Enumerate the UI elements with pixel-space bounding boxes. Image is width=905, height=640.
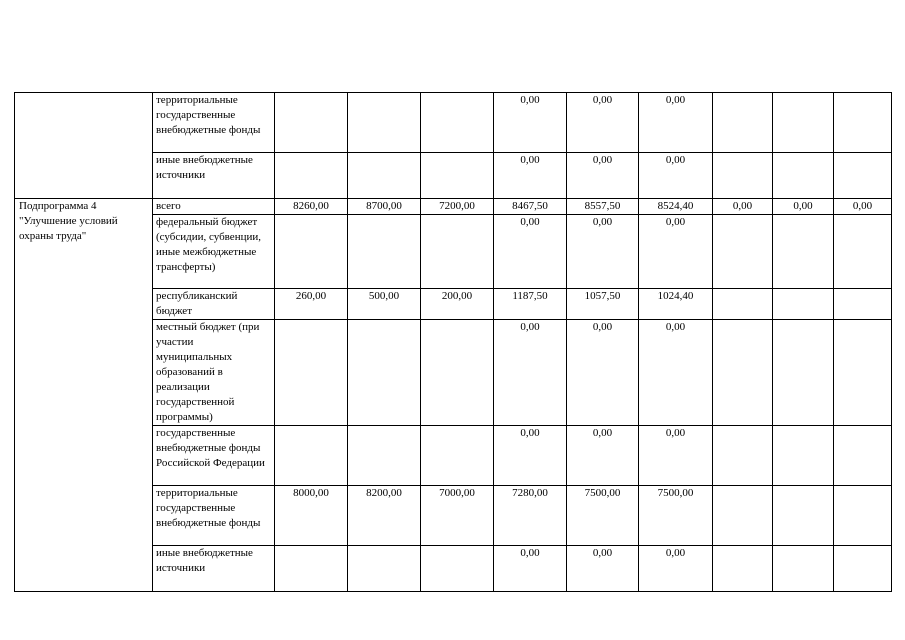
value-cell: 200,00 [421,289,494,320]
value-cell [348,93,421,153]
value-cell: 8557,50 [567,199,639,215]
value-cell [421,215,494,289]
program-cell [15,93,153,199]
value-cell [421,426,494,486]
value-cell: 8260,00 [275,199,348,215]
value-cell: 8524,40 [639,199,713,215]
funding-source-cell: иные внебюджетные источники [153,546,275,592]
value-cell [275,153,348,199]
value-cell: 0,00 [713,199,773,215]
value-cell [275,215,348,289]
value-cell: 0,00 [567,215,639,289]
value-cell: 8700,00 [348,199,421,215]
value-cell [773,426,834,486]
funding-source-cell: местный бюджет (при участии муниципальных образований в реализации государственной программы) [153,320,275,426]
value-cell: 0,00 [639,320,713,426]
value-cell [834,289,892,320]
funding-source-cell: иные внебюджетные источники [153,153,275,199]
funding-source-cell: федеральный бюджет (субсидии, субвенции, иные межбюджетные трансферты) [153,215,275,289]
budget-table [14,92,892,592]
value-cell [713,426,773,486]
value-cell: 0,00 [567,153,639,199]
value-cell [834,546,892,592]
value-cell: 0,00 [639,215,713,289]
value-cell: 0,00 [567,426,639,486]
value-cell [773,215,834,289]
program-cell: Подпрограмма 4 "Улучшение условий охраны труда" [15,199,153,592]
value-cell [713,93,773,153]
funding-source-cell: всего [153,199,275,215]
value-cell [421,153,494,199]
value-cell: 500,00 [348,289,421,320]
value-cell: 8467,50 [494,199,567,215]
funding-source-cell: территориальные государственные внебюджетные фонды [153,486,275,546]
value-cell [834,93,892,153]
value-cell [713,153,773,199]
value-cell: 8000,00 [275,486,348,546]
value-cell [773,546,834,592]
value-cell: 0,00 [567,320,639,426]
value-cell [713,289,773,320]
value-cell [275,426,348,486]
value-cell: 0,00 [834,199,892,215]
value-cell [834,486,892,546]
value-cell [348,320,421,426]
value-cell: 0,00 [567,546,639,592]
value-cell [421,546,494,592]
value-cell [275,93,348,153]
value-cell [421,93,494,153]
value-cell [773,93,834,153]
value-cell [834,426,892,486]
value-cell: 7500,00 [567,486,639,546]
value-cell [773,289,834,320]
table-row [15,93,892,153]
funding-source-cell: территориальные государственные внебюджетные фонды [153,93,275,153]
value-cell: 0,00 [494,546,567,592]
value-cell [713,320,773,426]
table-row [15,199,892,215]
value-cell: 7280,00 [494,486,567,546]
value-cell: 0,00 [639,153,713,199]
value-cell [834,153,892,199]
value-cell: 0,00 [773,199,834,215]
value-cell [773,153,834,199]
funding-source-cell: государственные внебюджетные фонды Российской Федерации [153,426,275,486]
value-cell: 260,00 [275,289,348,320]
value-cell [348,215,421,289]
value-cell: 0,00 [639,546,713,592]
value-cell [713,215,773,289]
value-cell: 0,00 [494,426,567,486]
value-cell [275,320,348,426]
value-cell [834,320,892,426]
value-cell [348,153,421,199]
value-cell [348,546,421,592]
value-cell: 0,00 [494,153,567,199]
value-cell: 0,00 [567,93,639,153]
value-cell [773,486,834,546]
value-cell [773,320,834,426]
value-cell: 0,00 [639,93,713,153]
value-cell: 0,00 [494,93,567,153]
value-cell [421,320,494,426]
value-cell [713,486,773,546]
value-cell: 1187,50 [494,289,567,320]
value-cell: 7000,00 [421,486,494,546]
value-cell [713,546,773,592]
value-cell [348,426,421,486]
value-cell [834,215,892,289]
value-cell: 8200,00 [348,486,421,546]
value-cell [275,546,348,592]
value-cell: 1057,50 [567,289,639,320]
value-cell: 1024,40 [639,289,713,320]
value-cell: 0,00 [494,215,567,289]
value-cell: 7500,00 [639,486,713,546]
value-cell: 0,00 [639,426,713,486]
funding-source-cell: республиканский бюджет [153,289,275,320]
value-cell: 0,00 [494,320,567,426]
value-cell: 7200,00 [421,199,494,215]
